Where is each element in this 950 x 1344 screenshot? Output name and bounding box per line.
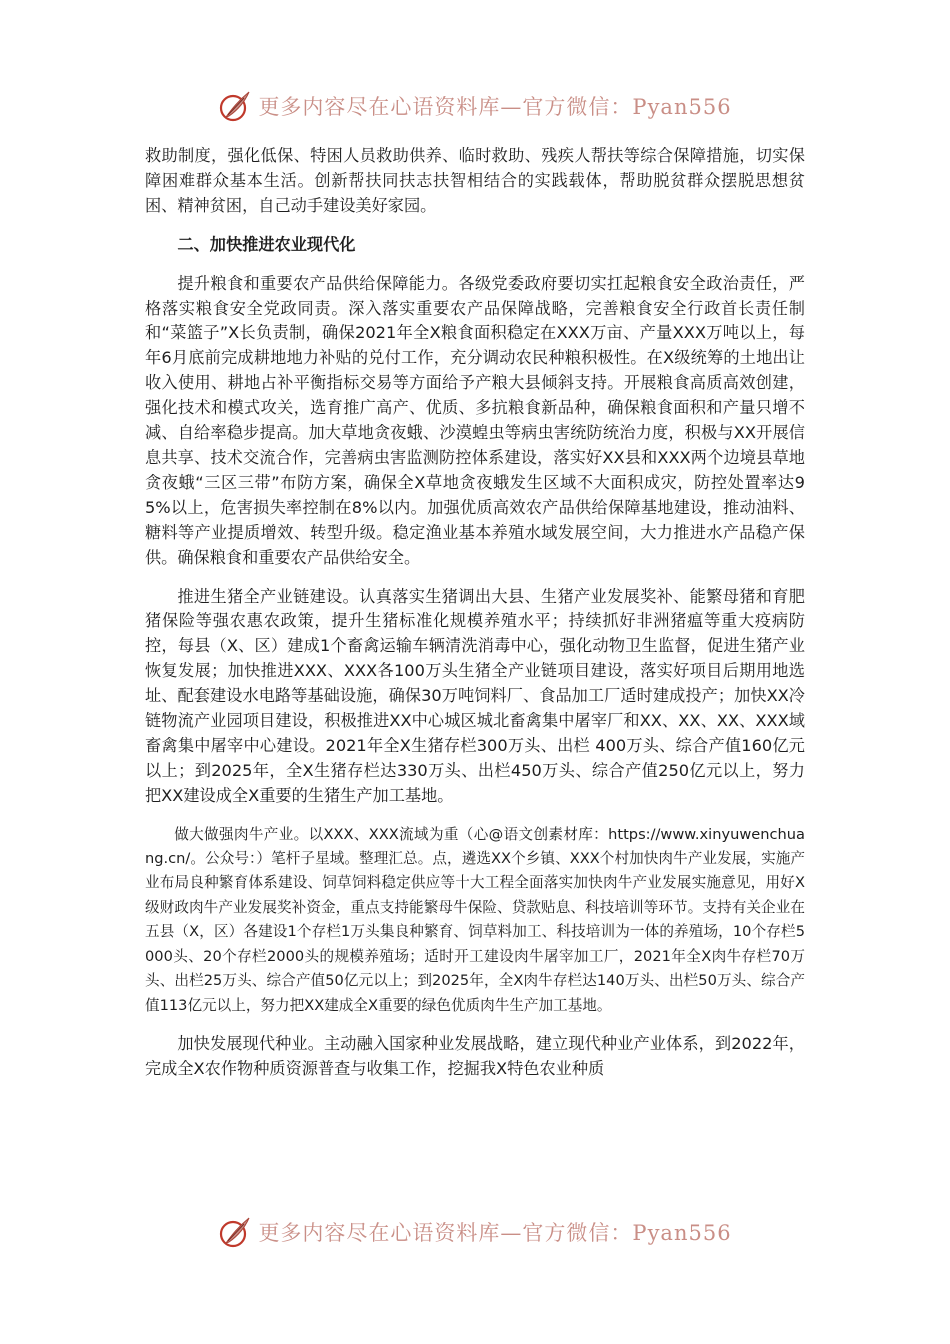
watermark-text: 更多内容尽在心语资料库—官方微信：Pyan556 [258,1221,732,1245]
paragraph-pig-industry: 推进生猪全产业链建设。认真落实生猪调出大县、生猪产业发展奖补、能繁母猪和育肥猪保险等强农惠农政策，提升生猪标准化规模养殖水平；持续抓好非洲猪瘟等重大疫病防控，每县（X、区）建成1个畜禽运输车辆清洗消毒中心，强化动物卫生监督，促进生猪产业恢复发展；加快推进XXX、XXX各100万头生猪全产业链项目建设，落实好项目后期用地选址、配套建设水电路等基础设施，确保30万吨饲料厂、食品加工厂适时建成投产；加快XX冷链物流产业园项目建设，积极推进XX中心城区城北畜禽集中屠宰厂和XX、XX、XX、XXX域畜禽集中屠宰中心建设。2021年全X生猪存栏300万头、出栏 400万头、综合产值160亿元以上；到2025年，全X生猪存栏达330万头、出栏450万头、综合产值250亿元以上，努力把XX建设成全X重要的生猪生产加工基地。 [145,586,805,805]
paragraph-grain-supply: 提升粮食和重要农产品供给保障能力。各级党委政府要切实扛起粮食安全政治责任，严格落实粮食安全党政同责。深入落实重要农产品保障战略，完善粮食安全行政首长责任制和“菜篮子”X长负责制，确保2021年全X粮食面积稳定在XXX万亩、产量XXX万吨以上，每年6月底前完成耕地地力补贴的兑付工作，充分调动农民种粮积极性。在X级统筹的土地出让收入使用、耕地占补平衡指标交易等方面给予产粮大县倾斜支持。开展粮食高质高效创建，强化技术和模式攻关，选育推广高产、优质、多抗粮食新品种，确保粮食面积和产量只增不减、自给率稳步提高。加大草地贪夜蛾、沙漠蝗虫等病虫害统防统治力度，积极与XX开展信息共享、技术交流合作，完善病虫害监测防控体系建设，落实好XX县和XXX两个边境县草地贪夜蛾“三区三带”布防方案，确保全X草地贪夜蛾发生区域不大面积成灾，防控处置率达95%以上，危害损失率控制在8%以内。加强优质高效农产品供给保障基地建设，推动油料、糖料等产业提质增效、转型升级。稳定渔业基本养殖水域发展空间，大力推进水产品稳产保供。确保粮食和重要农产品供给安全。 [145,273,805,567]
quill-pen-logo-icon [218,89,252,123]
document-body [145,144,805,1082]
watermark-text: 更多内容尽在心语资料库—官方微信：Pyan556 [258,95,732,119]
quill-pen-logo-icon [218,1215,252,1249]
paragraph-beef-cattle: 做大做强肉牛产业。以XXX、XXX流域为重（心@语文创素材库：https://www.xinyuwenchuang.cn/。公众号：）笔杆子星域。整理汇总。点，遴选XX个乡镇、XXX个村加快肉牛产业发展，实施产业布局良种繁育体系建设、饲草饲料稳定供应等十大工程全面落实加快肉牛产业发展实施意见，用好X级财政肉牛产业发展奖补资金，重点支持能繁母牛保险、贷款贴息、科技培训等环节。支持有关企业在五县（X，区）各建设1个存栏1万头集良种繁育、饲草料加工、科技培训为一体的养殖场，10个存栏5000头、20个存栏2000头的规模养殖场；适时开工建设肉牛屠宰加工厂，2021年全X肉牛存栏70万头、出栏25万头、综合产值50亿元以上；到2025年，全X肉牛存栏达140万头、出栏50万头、综合产值113亿元以上，努力把XX建成全X重要的绿色优质肉牛生产加工基地。 [145,825,805,1014]
paragraph-intro: 救助制度，强化低保、特困人员救助供养、临时救助、残疾人帮扶等综合保障措施，切实保障困难群众基本生活。创新帮扶同扶志扶智相结合的实践载体，帮助脱贫群众摆脱思想贫困、精神贫困，自己动手建设美好家园。 [145,146,805,215]
footer-watermark-banner [0,1212,950,1252]
section-heading: 二、加快推进农业现代化 [177,234,356,254]
header-watermark-banner [0,86,950,126]
paragraph-seed-industry: 加快发展现代种业。主动融入国家种业发展战略，建立现代种业产业体系，到2022年，完成全X农作物种质资源普查与收集工作，挖掘我X特色农业种质 [145,1033,805,1078]
